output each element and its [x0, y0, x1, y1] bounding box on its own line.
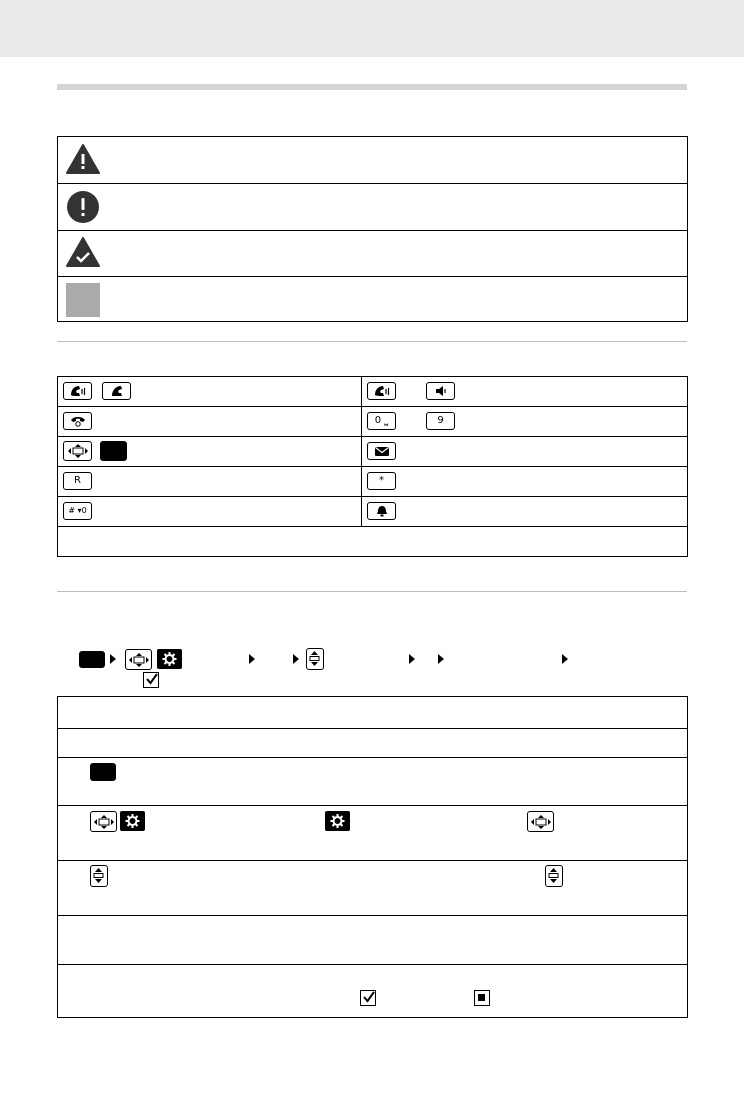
exclamation-circle-icon: [66, 190, 100, 229]
steps-table: [57, 696, 688, 1018]
keys-table: [57, 376, 688, 557]
gear-key-icon: [120, 811, 145, 831]
menu-key-icon: [79, 651, 105, 668]
updown-key-icon: [90, 865, 108, 887]
hash-key-icon: # ▾0: [63, 502, 92, 520]
symbol-row-notice: [58, 183, 687, 230]
updown-key-icon: [306, 648, 324, 670]
star-key-icon: *: [367, 472, 396, 490]
symbol-row-warning: [58, 137, 687, 183]
divider: [57, 591, 687, 592]
symbol-row-ok: [58, 230, 687, 276]
gear-key-icon: [325, 811, 350, 831]
navigation-key-icon: [125, 649, 152, 670]
symbol-row-info: [58, 276, 687, 322]
end-call-key-icon: [63, 412, 92, 430]
divider: [57, 341, 687, 342]
check-triangle-icon: [66, 236, 100, 273]
arrow-right-icon: [562, 654, 568, 664]
arrow-right-icon: [249, 654, 255, 664]
arrow-right-icon: [438, 654, 444, 664]
gear-key-icon: [157, 649, 182, 669]
menu-key-icon: [100, 441, 127, 461]
checkbox-filled-icon: [474, 990, 490, 1006]
key-0-icon: 0 ⎵: [367, 412, 396, 430]
talk-key-icon: [63, 382, 92, 400]
arrow-right-icon: [409, 654, 415, 664]
arrow-right-icon: [293, 654, 299, 664]
checkbox-checked-icon: [360, 990, 376, 1006]
updown-key-icon: [545, 865, 563, 887]
navigation-key-icon: [90, 811, 117, 832]
column-divider: [361, 377, 362, 527]
navigation-key-icon: [527, 811, 554, 832]
page-header-band: [0, 0, 744, 57]
talk-handset-icon: [102, 382, 131, 400]
checkbox-checked-icon: [143, 672, 159, 688]
alarm-key-icon: [367, 502, 396, 520]
key-9-icon: 9: [426, 412, 455, 430]
warning-triangle-icon: [66, 143, 100, 180]
grey-square-icon: [66, 283, 100, 317]
r-key-icon: R: [63, 472, 92, 490]
speaker-key-icon: [426, 382, 455, 400]
navigation-key-icon: [63, 441, 92, 461]
arrow-right-icon: [110, 654, 116, 664]
symbols-table: [57, 136, 688, 322]
section-rule: [57, 84, 687, 90]
talk-key-icon: [367, 382, 396, 400]
message-key-icon: [367, 442, 396, 460]
menu-key-icon: [90, 763, 116, 781]
